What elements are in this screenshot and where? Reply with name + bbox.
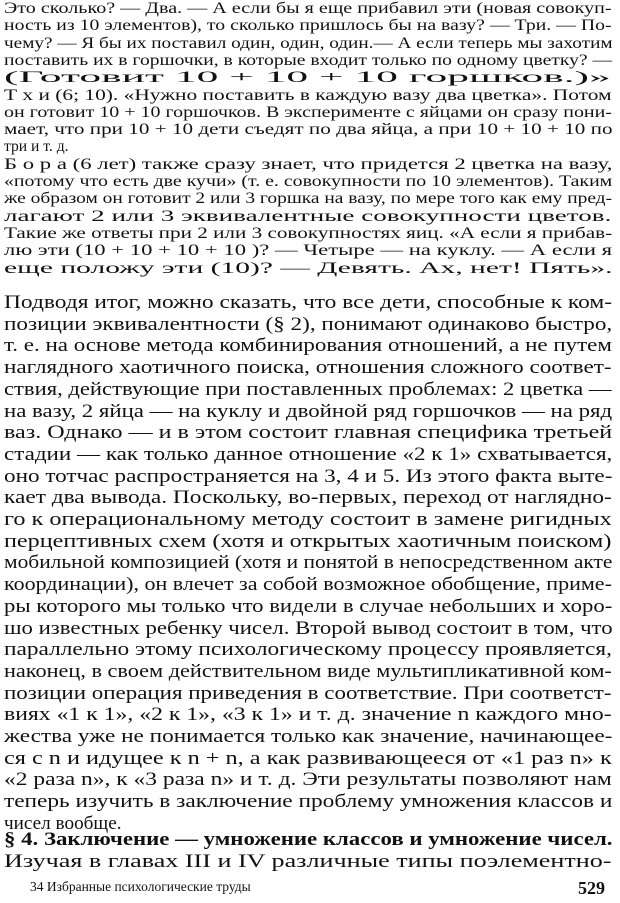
text-line: параллельно этому психологическому процессу проявляется, bbox=[4, 639, 612, 661]
text-line: мобильной композицией (хотя и понятой в непосредственном акте bbox=[4, 552, 613, 574]
text-line: го к операциональному методу состоит в замене ригидных bbox=[4, 509, 612, 530]
text-line: на вазу, 2 яйца — на куклу и двойной ряд горшочков — на ряд bbox=[4, 400, 613, 422]
last-line: Изучая в главах III и IV различные типы поэлементно- bbox=[4, 851, 612, 872]
text-line: т. е. на основе метода комбинирования отношений, а не путем bbox=[4, 335, 612, 357]
text-line: ры которого мы только что видели в случае небольших и хоро- bbox=[4, 595, 613, 617]
text-line: лю эти (10 + 10 + 10 + 10 )? — Четыре — на куклу. — А если я bbox=[4, 242, 613, 260]
text-line: поставить их в горшочки, в которые входит только по одному цветку? — bbox=[4, 51, 613, 69]
text-line: оно тотчас распространяется на 3, 4 и 5. Из этого факта выте- bbox=[4, 465, 613, 487]
text-line: он готовит 10 + 10 горшочков. В эксперименте с яйцами он сразу пони- bbox=[4, 103, 612, 121]
text-line: перцептивных схем (хотя и открытых хаотичным поиском) bbox=[4, 530, 612, 552]
text-line: Б о р а (6 лет) также сразу знает, что придется 2 цветка на вазу, bbox=[4, 155, 613, 173]
text-line: Это сколько? — Два. — А если бы я еще прибавил эти (новая совокуп- bbox=[4, 0, 612, 17]
text-line: теперь изучить в заключение проблему умножения классов и bbox=[4, 791, 613, 813]
text-line: ся с n и идущее к n + n, а как развивающееся от «1 раз n» к bbox=[4, 747, 612, 769]
text-line: (Готовит 10 + 10 + 10 горшков.)» bbox=[4, 69, 611, 87]
text-line: наконец, в своем действительном виде мультипликативной ком- bbox=[4, 660, 612, 682]
text-line: стадии — как только данное отношение «2 к 1» схватывается, bbox=[4, 443, 613, 465]
text-line: виях «1 к 1», «2 к 1», «3 к 1» и т. д. значение n каждого мно- bbox=[4, 704, 612, 726]
text-line: жества уже не понимается только как значение, начинающее- bbox=[4, 726, 613, 747]
text-line: чисел вообще. bbox=[4, 812, 122, 834]
text-line: кает два вывода. Поскольку, во-первых, переход от наглядно- bbox=[4, 487, 612, 509]
text-line: три и т. д. bbox=[4, 138, 69, 156]
text-line: Такие же ответы при 2 или 3 совокупностях яиц. «А если я прибав- bbox=[4, 224, 613, 242]
text-line: «потому что есть две кучи» (т. е. совокупности по 10 элементов). Таким bbox=[4, 173, 613, 190]
text-line: наглядного хаотичного поиска, отношения сложного соответ- bbox=[4, 357, 612, 379]
text-line: ность из 10 элементов), то сколько пришлось бы на вазу? — Три. — По- bbox=[4, 17, 612, 35]
text-line: же образом он готовит 2 или 3 горшка на вазу, по мере того как ему пред- bbox=[4, 190, 613, 208]
text-line: лагают 2 или 3 эквивалентные совокупности цветов. bbox=[4, 207, 612, 225]
section-heading: § 4. Заключение — умножение классов и умножение чисел. bbox=[4, 829, 613, 850]
text-line: Подводя итог, можно сказать, что все дети, способные к ком- bbox=[4, 292, 613, 313]
text-line: еще положу эти (10)? — Девять. Ах, нет! Пять». bbox=[4, 259, 613, 277]
page-number: 529 bbox=[578, 878, 605, 898]
text-line: Т х и (6; 10). «Нужно поставить в каждую вазу два цветка». Потом bbox=[4, 86, 612, 104]
text-line: координации), он влечет за собой возможное обобщение, приме- bbox=[4, 574, 612, 596]
text-line: шо известных ребенку чисел. Второй вывод состоит в том, что bbox=[4, 617, 613, 639]
text-line: ствия, действующие при поставленных проблемах: 2 цветка — bbox=[4, 378, 612, 400]
text-line: ваз. Однако — и в этом состоит главная специфика третьей bbox=[4, 422, 613, 444]
text-line: чему? — Я бы их поставил один, один, один.— А если теперь мы захотим bbox=[4, 34, 613, 52]
text-line: «2 раза n», к «3 раза n» и т. д. Эти результаты позволяют нам bbox=[4, 769, 612, 791]
text-line: позиции операция приведения в соответствие. При соответст- bbox=[4, 682, 612, 704]
text-line: мает, что при 10 + 10 дети съедят по два яйца, а при 10 + 10 + 10 по bbox=[4, 121, 613, 139]
text-line: позиции эквивалентности (§ 2), понимают одинаково быстро, bbox=[4, 313, 613, 335]
footer-note: 34 Избранные психологические труды bbox=[30, 879, 251, 894]
